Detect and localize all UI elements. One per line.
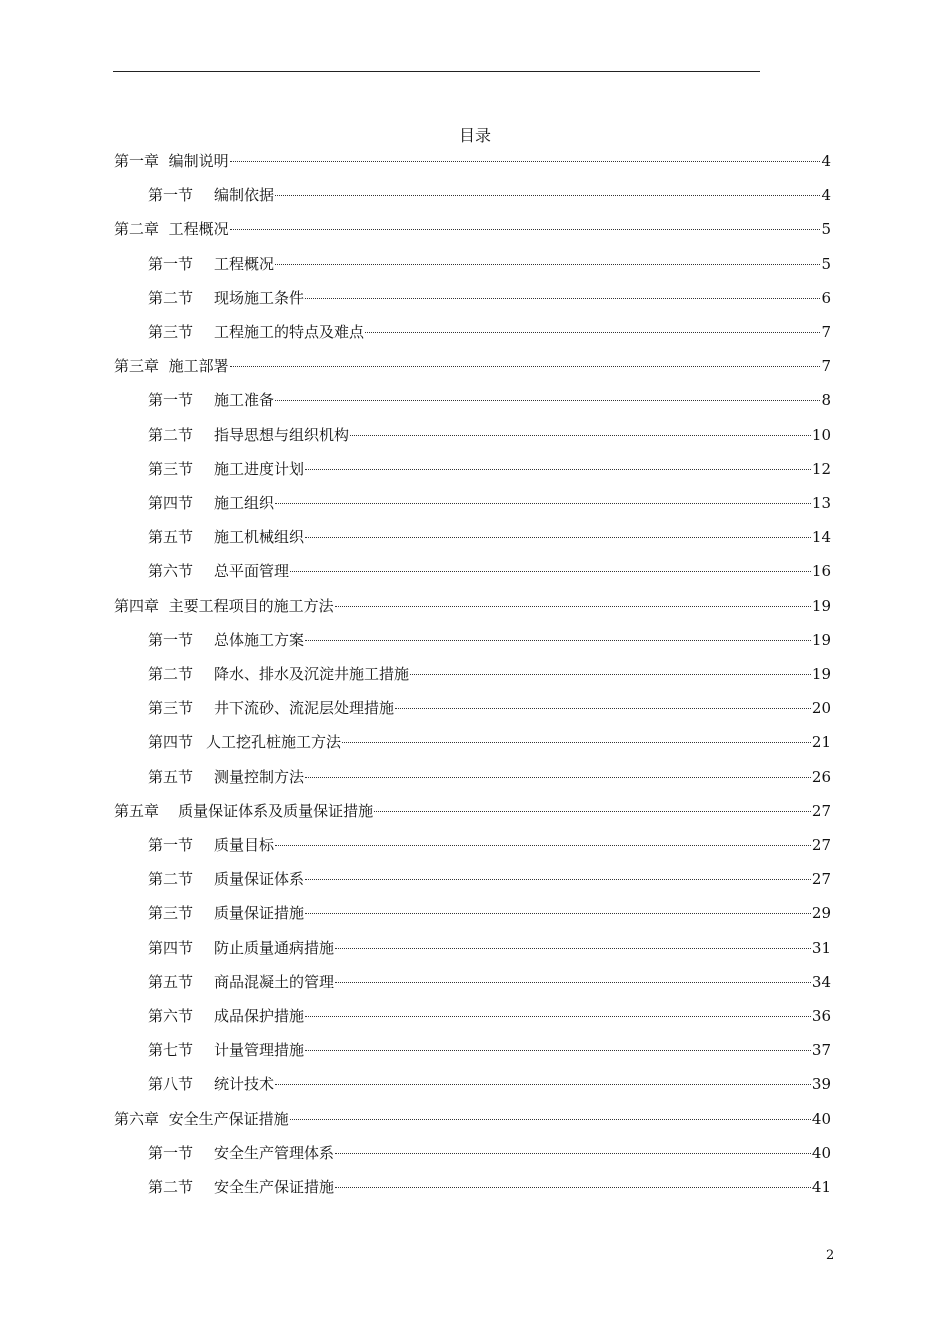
toc-entry-page: 19 xyxy=(811,630,831,649)
toc-entry-page: 40 xyxy=(811,1109,831,1128)
dot-leader xyxy=(350,435,811,436)
toc-section-entry[interactable] xyxy=(148,763,831,797)
dot-leader xyxy=(275,264,820,265)
toc-section-entry[interactable] xyxy=(148,865,831,899)
dot-leader xyxy=(275,503,811,504)
toc-entry-page: 10 xyxy=(811,425,831,444)
toc-entry-spacer xyxy=(159,797,178,825)
toc-entry-number: 第二节 xyxy=(148,288,194,307)
toc-entry-label: 统计技术 xyxy=(214,1075,275,1094)
toc-section-entry[interactable] xyxy=(148,250,831,284)
toc-entry-label: 总体施工方案 xyxy=(214,630,305,649)
toc-entry-number: 第六章 xyxy=(114,1109,160,1128)
toc-entry-page: 29 xyxy=(811,904,831,923)
toc-entry-label: 安全生产保证措施 xyxy=(214,1178,335,1196)
toc-entry-page: 39 xyxy=(811,1075,831,1094)
toc-entry-number: 第一节 xyxy=(148,1143,194,1162)
dot-leader xyxy=(410,674,811,675)
toc-entry-page: 7 xyxy=(821,357,831,376)
toc-section-entry[interactable] xyxy=(148,1173,831,1207)
toc-section-entry[interactable] xyxy=(148,421,831,455)
toc-section-entry[interactable] xyxy=(148,626,831,660)
toc-entry-number: 第一节 xyxy=(148,391,194,410)
toc-entry-number: 第三章 xyxy=(114,357,160,376)
toc-entry-label: 人工挖孔桩施工方法 xyxy=(206,733,342,752)
toc-entry-label: 测量控制方法 xyxy=(214,767,305,786)
toc-section-entry[interactable] xyxy=(148,968,831,1002)
toc-entry-label: 工程概况 xyxy=(214,254,275,273)
dot-leader xyxy=(305,537,811,538)
toc-chapter-entry[interactable] xyxy=(114,215,831,249)
toc-entry-page: 31 xyxy=(811,938,831,957)
toc-section-entry[interactable] xyxy=(148,1036,831,1070)
toc-entry-label: 质量保证措施 xyxy=(214,904,305,923)
toc-entry-label: 现场施工条件 xyxy=(214,288,305,307)
toc-chapter-entry[interactable] xyxy=(114,797,831,831)
toc-entry-label: 施工准备 xyxy=(214,391,275,410)
toc-entry-page: 27 xyxy=(811,801,831,820)
toc-entry-page: 37 xyxy=(811,1041,831,1060)
page-number: 2 xyxy=(826,1248,835,1263)
dot-leader xyxy=(365,332,820,333)
toc-entry-number: 第四章 xyxy=(114,596,160,615)
toc-entry-number: 第六节 xyxy=(148,1007,194,1025)
toc-section-entry[interactable] xyxy=(148,899,831,933)
toc-entry-page: 5 xyxy=(821,254,831,273)
toc-entry-label: 工程概况 xyxy=(168,220,229,239)
dot-leader xyxy=(305,298,820,299)
toc-entry-page: 27 xyxy=(811,836,831,854)
toc-chapter-entry[interactable] xyxy=(114,352,831,386)
toc-section-entry[interactable] xyxy=(148,489,831,523)
toc-entry-page: 20 xyxy=(811,699,831,718)
dot-leader xyxy=(290,1119,811,1120)
toc-entry-page: 21 xyxy=(811,733,831,752)
toc-entry-page: 26 xyxy=(811,767,831,786)
toc-entry-spacer xyxy=(159,147,169,175)
toc-entry-number: 第一节 xyxy=(148,836,194,854)
toc-section-entry[interactable] xyxy=(148,728,831,762)
toc-entry-page: 41 xyxy=(811,1178,831,1196)
toc-entry-label: 安全生产管理体系 xyxy=(214,1143,335,1162)
toc-entry-label: 质量保证体系及质量保证措施 xyxy=(178,801,374,820)
toc-entry-page: 36 xyxy=(811,1007,831,1025)
dot-leader xyxy=(335,1153,811,1154)
dot-leader xyxy=(374,811,811,812)
toc-entry-number: 第五节 xyxy=(148,528,194,547)
toc-entry-page: 4 xyxy=(821,186,831,205)
toc-section-entry[interactable] xyxy=(148,523,831,557)
toc-section-entry[interactable] xyxy=(148,386,831,420)
toc-entry-number: 第三节 xyxy=(148,699,194,718)
dot-leader xyxy=(305,1016,811,1017)
dot-leader xyxy=(335,982,811,983)
dot-leader xyxy=(275,1084,811,1085)
toc-entry-page: 19 xyxy=(811,596,831,615)
toc-entry-number: 第五节 xyxy=(148,767,194,786)
toc-entry-page: 6 xyxy=(821,288,831,307)
toc-entry-number: 第五节 xyxy=(148,972,194,991)
toc-entry-number: 第五章 xyxy=(114,801,160,820)
toc-entry-number: 第八节 xyxy=(148,1075,194,1094)
toc-entry-label: 成品保护措施 xyxy=(214,1007,305,1025)
dot-leader xyxy=(342,742,811,743)
toc-entry-page: 40 xyxy=(811,1143,831,1162)
dot-leader xyxy=(395,708,811,709)
toc-entry-page: 8 xyxy=(821,391,831,410)
dot-leader xyxy=(305,777,811,778)
toc-entry-number: 第四节 xyxy=(148,733,194,752)
toc-entry-label: 编制说明 xyxy=(168,152,229,170)
toc-entry-label: 质量目标 xyxy=(214,836,275,854)
toc-entry-number: 第四节 xyxy=(148,938,194,957)
toc-entry-number: 第二节 xyxy=(148,425,194,444)
dot-leader xyxy=(305,640,811,641)
toc-section-entry[interactable] xyxy=(148,1002,831,1036)
header-rule xyxy=(113,71,760,72)
dot-leader xyxy=(305,913,811,914)
toc-section-entry[interactable] xyxy=(148,318,831,352)
toc-entry-label: 商品混凝土的管理 xyxy=(214,972,335,991)
toc-entry-number: 第三节 xyxy=(148,904,194,923)
toc-section-entry[interactable] xyxy=(148,455,831,489)
toc-section-entry[interactable] xyxy=(148,1070,831,1104)
toc-entry-number: 第二章 xyxy=(114,220,160,239)
dot-leader xyxy=(305,469,811,470)
toc-section-entry[interactable] xyxy=(148,284,831,318)
dot-leader xyxy=(230,366,821,367)
toc-entry-label: 质量保证体系 xyxy=(214,870,305,889)
toc-entry-number: 第二节 xyxy=(148,1178,194,1196)
toc-entry-page: 12 xyxy=(811,459,831,478)
toc-entry-spacer xyxy=(159,1105,169,1133)
toc-entry-number: 第三节 xyxy=(148,323,194,341)
toc-entry-spacer xyxy=(159,352,169,380)
toc-entry-label: 计量管理措施 xyxy=(214,1041,305,1060)
toc-entry-page: 27 xyxy=(811,870,831,889)
toc-entry-label: 施工进度计划 xyxy=(214,459,305,478)
toc-entry-label: 总平面管理 xyxy=(214,562,290,581)
dot-leader xyxy=(305,1050,811,1051)
toc-entry-number: 第七节 xyxy=(148,1041,194,1060)
dot-leader xyxy=(335,1187,811,1188)
toc-entry-page: 19 xyxy=(811,665,831,683)
toc-entry-page: 4 xyxy=(821,152,831,170)
toc-title: 目录 xyxy=(458,126,491,145)
toc-section-entry[interactable] xyxy=(148,557,831,591)
toc-entry-label: 施工机械组织 xyxy=(214,528,305,547)
toc-entry-label: 工程施工的特点及难点 xyxy=(214,323,365,341)
toc-section-entry[interactable] xyxy=(148,660,831,694)
dot-leader xyxy=(335,606,811,607)
toc-entry-number: 第一节 xyxy=(148,186,194,205)
toc-entry-number: 第一节 xyxy=(148,254,194,273)
toc-entry-spacer xyxy=(159,215,169,243)
toc-chapter-entry[interactable] xyxy=(114,147,831,181)
dot-leader xyxy=(275,845,811,846)
toc-entry-number: 第六节 xyxy=(148,562,194,581)
toc-entry-number: 第二节 xyxy=(148,665,194,683)
toc-entry-number: 第四节 xyxy=(148,494,194,512)
toc-section-entry[interactable] xyxy=(148,181,831,215)
toc-entry-number: 第二节 xyxy=(148,870,194,889)
toc-entry-label: 降水、排水及沉淀井施工措施 xyxy=(214,665,410,683)
dot-leader xyxy=(275,400,820,401)
toc-section-entry[interactable] xyxy=(148,831,831,865)
toc-entry-page: 16 xyxy=(811,562,831,581)
toc-entry-number: 第三节 xyxy=(148,459,194,478)
toc-entry-number: 第一节 xyxy=(148,630,194,649)
toc-entry-page: 7 xyxy=(821,323,831,341)
dot-leader xyxy=(305,879,811,880)
toc-entry-page: 34 xyxy=(811,972,831,991)
toc-entry-number: 第一章 xyxy=(114,152,160,170)
dot-leader xyxy=(275,195,820,196)
toc-entry-page: 14 xyxy=(811,528,831,547)
dot-leader xyxy=(335,948,811,949)
toc-section-entry[interactable] xyxy=(148,934,831,968)
toc-entry-label: 施工部署 xyxy=(168,357,229,376)
toc-entry-label: 施工组织 xyxy=(214,494,275,512)
toc-entry-label: 指导思想与组织机构 xyxy=(214,425,350,444)
toc-entry-label: 编制依据 xyxy=(214,186,275,205)
toc-chapter-entry[interactable] xyxy=(114,592,831,626)
dot-leader xyxy=(290,571,811,572)
toc-section-entry[interactable] xyxy=(148,1139,831,1173)
toc-entry-label: 井下流砂、流泥层处理措施 xyxy=(214,699,395,718)
toc-section-entry[interactable] xyxy=(148,694,831,728)
toc-entry-label: 防止质量通病措施 xyxy=(214,938,335,957)
toc-entry-page: 13 xyxy=(811,494,831,512)
toc-entry-label: 主要工程项目的施工方法 xyxy=(168,596,334,615)
toc-chapter-entry[interactable] xyxy=(114,1105,831,1139)
toc-entry-page: 5 xyxy=(821,220,831,239)
dot-leader xyxy=(230,161,821,162)
toc-entry-label: 安全生产保证措施 xyxy=(168,1109,289,1128)
toc-entry-spacer xyxy=(159,592,169,620)
dot-leader xyxy=(230,229,821,230)
